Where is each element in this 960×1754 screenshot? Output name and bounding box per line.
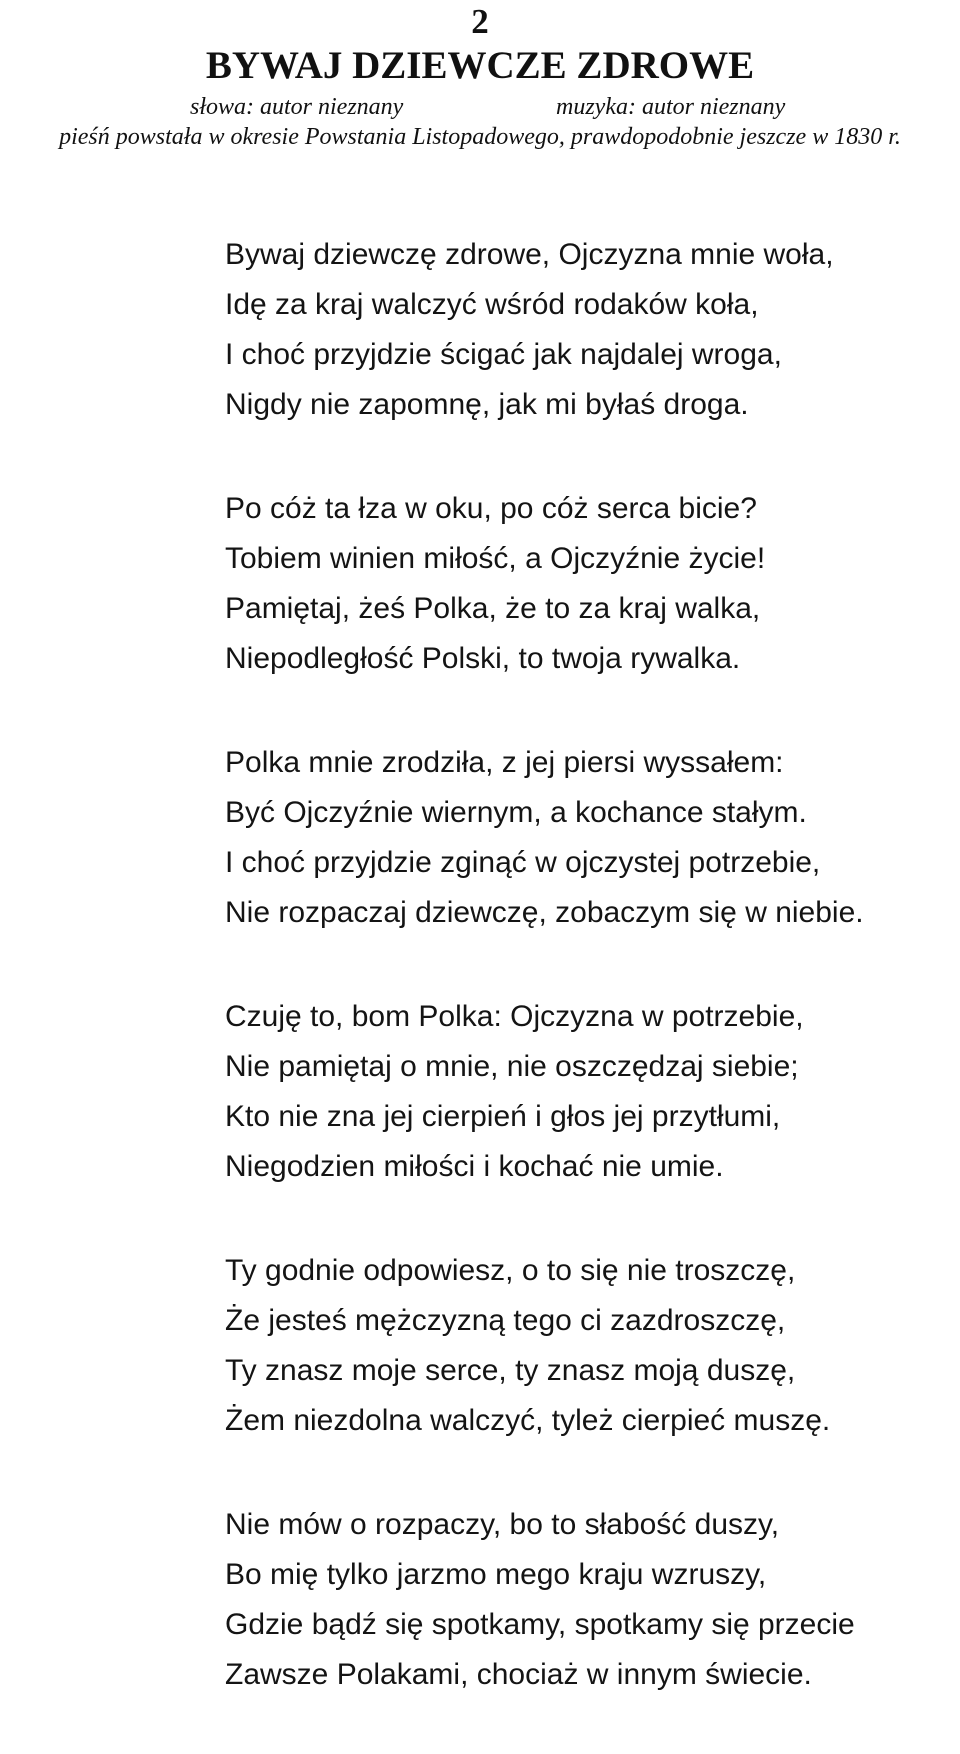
verse-line: Bo mię tylko jarzmo mego kraju wzruszy, — [225, 1558, 767, 1591]
verse-line: Nigdy nie zapomnę, jak mi byłaś droga. — [225, 388, 749, 421]
verse-line: Zawsze Polakami, chociaż w innym świecie. — [225, 1658, 812, 1691]
stanza-6 — [225, 1500, 945, 1700]
verse-line: Żem niezdolna walczyć, tyleż cierpieć muszę. — [225, 1404, 831, 1437]
verse-line: Ty godnie odpowiesz, o to się nie troszczę, — [225, 1254, 796, 1287]
verse-line: Tobiem winien miłość, a Ojczyźnie życie! — [225, 542, 766, 575]
verse-line: Niegodzien miłości i kochać nie umie. — [225, 1150, 724, 1183]
verse-line: Gdzie bądź się spotkamy, spotkamy się przecie — [225, 1608, 855, 1641]
verse-line: I choć przyjdzie zginąć w ojczystej potrzebie, — [225, 846, 821, 879]
verse-line: Bywaj dziewczę zdrowe, Ojczyzna mnie woła, — [225, 238, 834, 271]
verse-line: Po cóż ta łza w oku, po cóż serca bicie? — [225, 492, 757, 525]
song-origin-note: pieśń powstała w okresie Powstania Listopadowego, prawdopodobnie jeszcze w 1830 r. — [59, 124, 901, 150]
verse-line: I choć przyjdzie ścigać jak najdalej wroga, — [225, 338, 782, 371]
lyrics-author-credit: słowa: autor nieznany — [190, 94, 404, 120]
verse-line: Kto nie zna jej cierpień i głos jej przytłumi, — [225, 1100, 781, 1133]
verse-line: Polka mnie zrodziła, z jej piersi wyssałem: — [225, 746, 784, 779]
verse-line: Pamiętaj, żeś Polka, że to za kraj walka, — [225, 592, 761, 625]
verse-line: Ty znasz moje serce, ty znasz moją duszę, — [225, 1354, 796, 1387]
verse-line: Idę za kraj walczyć wśród rodaków koła, — [225, 288, 759, 321]
verse-line: Nie mów o rozpaczy, bo to słabość duszy, — [225, 1508, 780, 1541]
verse-line: Niepodległość Polski, to twoja rywalka. — [225, 642, 741, 675]
lyrics — [225, 230, 945, 1754]
verse-line: Nie rozpaczaj dziewczę, zobaczym się w niebie. — [225, 896, 864, 929]
song-number: 2 — [471, 2, 489, 41]
stanza-4 — [225, 992, 945, 1192]
verse-line: Czuję to, bom Polka: Ojczyzna w potrzebie, — [225, 1000, 804, 1033]
music-author-credit: muzyka: autor nieznany — [556, 94, 786, 120]
song-title: BYWAJ DZIEWCZE ZDROWE — [205, 44, 755, 87]
verse-line: Że jesteś mężczyzną tego ci zazdroszczę, — [225, 1304, 786, 1337]
verse-line: Nie pamiętaj o mnie, nie oszczędzaj siebie; — [225, 1050, 799, 1083]
stanza-5 — [225, 1246, 945, 1446]
stanza-3 — [225, 738, 945, 938]
verse-line: Być Ojczyźnie wiernym, a kochance stałym. — [225, 796, 807, 829]
stanza-2 — [225, 484, 945, 684]
stanza-1 — [225, 230, 945, 430]
